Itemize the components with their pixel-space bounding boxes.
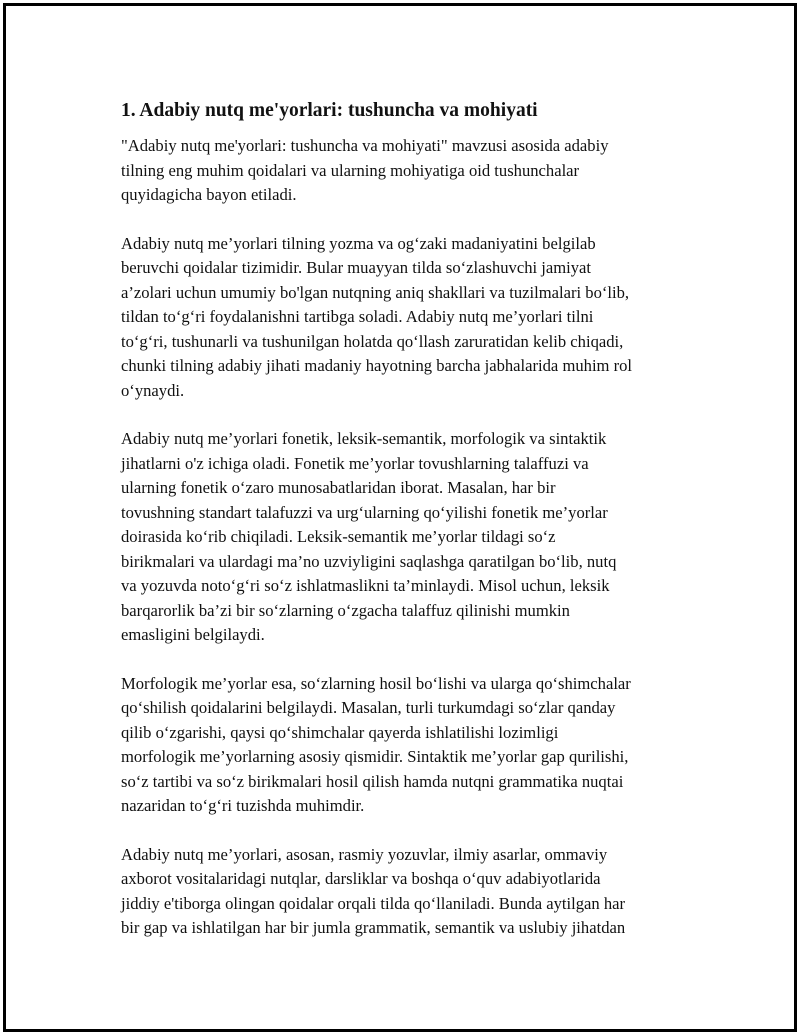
paragraph-usage: Adabiy nutq me’yorlari, asosan, rasmiy yozuvlar, ilmiy asarlar, ommaviy axborot vositalaridagi nutqlar, darsliklar va boshqa o‘quv adabiyotlarida jiddiy e'tiborga olingan qoidalar orqali tilda qo‘llaniladi. Bunda aytilgan har bir gap va ishlatilgan har bir jumla grammatik, semantik va uslubiy jihatdan xyxy=(121,844,626,937)
page-frame xyxy=(3,3,797,1032)
section-heading: 1. Adabiy nutq me'yorlari: tushuncha va mohiyati xyxy=(121,100,538,121)
paragraph-morphology-syntax: Morfologik me’yorlar esa, so‘zlarning hosil bo‘lishi va ularga qo‘shimchalar qo‘shilish qoidalarini belgilaydi. Masalan, turli turkumdagi so‘zlar qanday qilib o‘zgarishi, qaysi qo‘shimchalar qayerda ishlatilishi lozimligi morfologik me’yorlarning asosiy qismidir. Sintaktik me’yorlar gap qurilishi, so‘z tartibi va so‘z birikmalari hosil qilish hamda nutqni grammatika nuqtai nazaridan to‘g‘ri tuzishda muhimdir. xyxy=(121,673,631,815)
document-body xyxy=(121,98,696,965)
paragraph-definition: Adabiy nutq me’yorlari tilning yozma va og‘zaki madaniyatini belgilab beruvchi qoidalar tizimidir. Bular muayyan tilda so‘zlashuvchi jamiyat a’zolari uchun umumiy bo'lgan nutqning aniq shakllari va tuzilmalari bo‘lib, tildan to‘g‘ri foydalanishni tartibga soladi. Adabiy nutq me’yorlari tilni to‘g‘ri, tushunarli va tushunilgan holatda qo‘llash zaruratidan kelib chiqadi, chunki tilning adabiy jihati madaniy hayotning barcha jabhalarida muhim rol o‘ynaydi. xyxy=(121,233,633,400)
paragraph-phonetic-lexical: Adabiy nutq me’yorlari fonetik, leksik-semantik, morfologik va sintaktik jihatlarni o'z ichiga oladi. Fonetik me’yorlar tovushlarning talaffuzi va ularning fonetik o‘zaro munosabatlaridan iborat. Masalan, har bir tovushning standart talafuzzi va urg‘ularning qo‘yilishi fonetik me’yorlar doirasida ko‘rib chiqiladi. Leksik-semantik me’yorlar tildagi so‘z birikmalari va ulardagi ma’no uzviyligini saqlashga qaratilgan bo‘lib, nutq va yozuvda noto‘g‘ri so‘z ishlatmaslikni ta’minlaydi. Misol uchun, leksik barqarorlik ba’zi bir so‘zlarning o‘zgacha talaffuz qilinishi mumkin emasligini belgilaydi. xyxy=(121,429,617,644)
paragraph-intro: "Adabiy nutq me'yorlari: tushuncha va mohiyati" mavzusi asosida adabiy tilning eng muhim qoidalari va ularning mohiyatiga oid tushunchalar quyidagicha bayon etiladi. xyxy=(121,136,609,204)
